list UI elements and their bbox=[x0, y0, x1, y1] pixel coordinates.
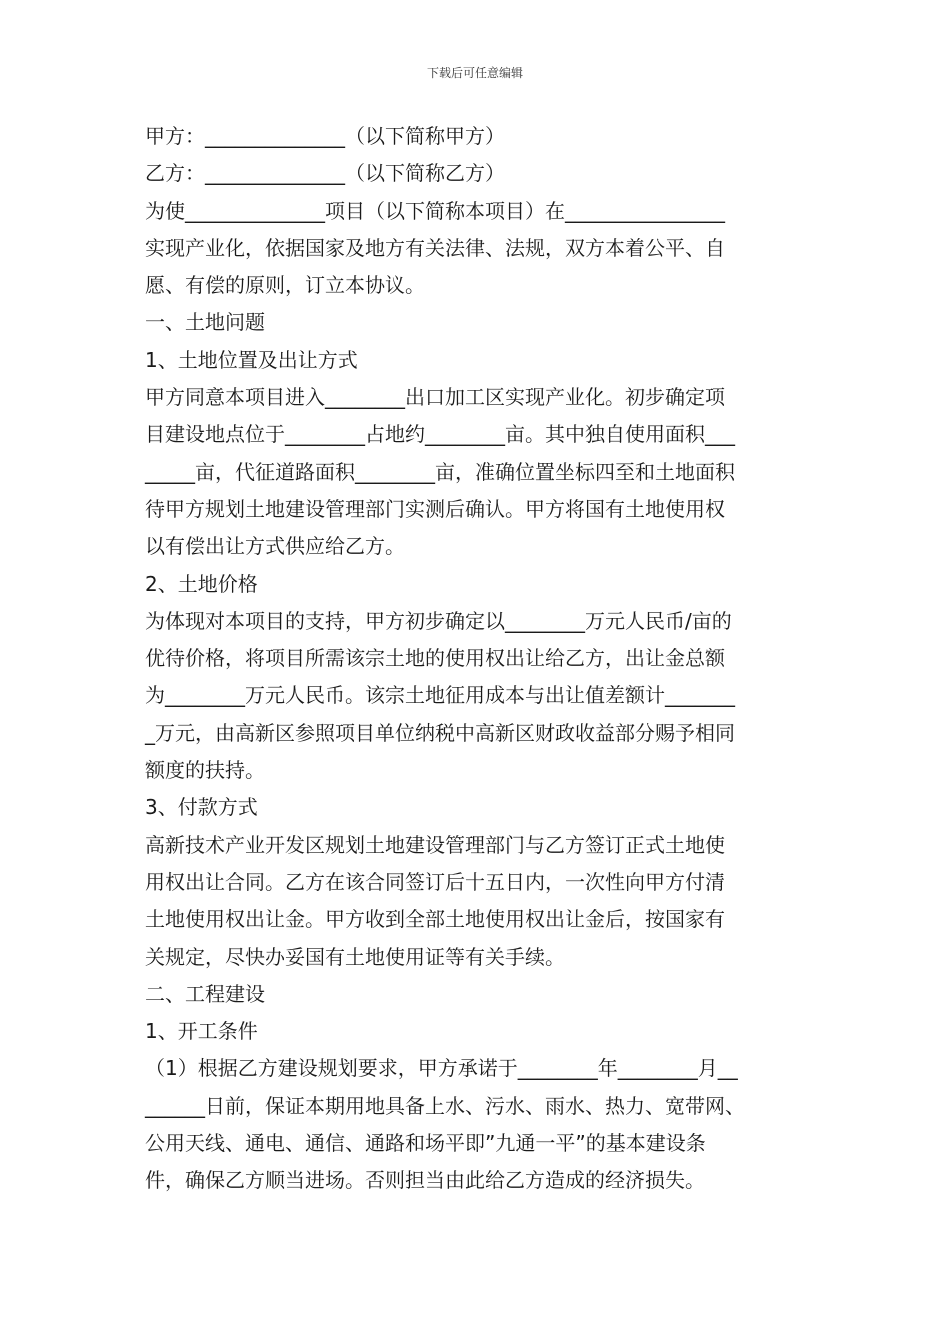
paragraph-line: 用权出让合同。乙方在该合同签订后十五日内，一次性向甲方付清 bbox=[145, 869, 725, 894]
intro-line: 实现产业化，依据国家及地方有关法律、法规，双方本着公平、自 bbox=[145, 235, 725, 260]
paragraph-line: 目建设地点位于________占地约________亩。其中独自使用面积___ bbox=[145, 422, 735, 447]
intro-line: 为使______________项目（以下简称本项目）在________________ bbox=[145, 198, 725, 223]
paragraph-line: 额度的扶持。 bbox=[145, 758, 265, 783]
paragraph-line: 优待价格，将项目所需该宗土地的使用权出让给乙方，出让金总额 bbox=[145, 646, 725, 671]
paragraph-line: 高新技术产业开发区规划土地建设管理部门与乙方签订正式土地使 bbox=[145, 832, 725, 857]
paragraph-line: 为________万元人民币。该宗土地征用成本与出让值差额计_______ bbox=[145, 683, 735, 708]
paragraph-line: _万元，由高新区参照项目单位纳税中高新区财政收益部分赐予相同 bbox=[145, 720, 735, 745]
page-header: 下载后可任意编辑 bbox=[426, 66, 523, 80]
paragraph-line: 关规定，尽快办妥国有土地使用证等有关手续。 bbox=[145, 944, 565, 969]
paragraph-line: 待甲方规划土地建设管理部门实测后确认。甲方将国有土地使用权 bbox=[145, 496, 725, 521]
paragraph-line: （1）根据乙方建设规划要求，甲方承诺于________年________月__ bbox=[145, 1056, 738, 1081]
paragraph-line: 土地使用权出让金。甲方收到全部土地使用权出让金后，按国家有 bbox=[145, 907, 725, 932]
paragraph-line: 公用天线、通电、通信、通路和场平即”九通一平”的基本建设条 bbox=[145, 1131, 706, 1156]
party-b-line: 乙方：______________（以下简称乙方） bbox=[145, 161, 505, 186]
party-a-line: 甲方：______________（以下简称甲方） bbox=[145, 124, 505, 148]
paragraph-line: _____亩，代征道路面积________亩，准确位置坐标四至和土地面积 bbox=[145, 459, 735, 484]
section-heading: 二、工程建设 bbox=[145, 981, 265, 1006]
paragraph-line: 甲方同意本项目进入________出口加工区实现产业化。初步确定项 bbox=[145, 385, 725, 410]
subsection-heading: 3、付款方式 bbox=[145, 795, 258, 820]
paragraph-line: 以有偿出让方式供应给乙方。 bbox=[145, 534, 405, 559]
paragraph-line: ______日前，保证本期用地具备上水、污水、雨水、热力、宽带网、 bbox=[145, 1093, 745, 1118]
subsection-heading: 1、土地位置及出让方式 bbox=[145, 347, 358, 372]
subsection-heading: 2、土地价格 bbox=[145, 571, 258, 596]
intro-line: 愿、有偿的原则，订立本协议。 bbox=[145, 273, 425, 298]
paragraph-line: 件，确保乙方顺当进场。否则担当由此给乙方造成的经济损失。 bbox=[145, 1168, 705, 1193]
subsection-heading: 1、开工条件 bbox=[145, 1019, 258, 1044]
paragraph-line: 为体现对本项目的支持，甲方初步确定以________万元人民币/亩的 bbox=[145, 608, 732, 633]
section-heading: 一、土地问题 bbox=[145, 310, 265, 335]
document-body bbox=[145, 118, 815, 1200]
